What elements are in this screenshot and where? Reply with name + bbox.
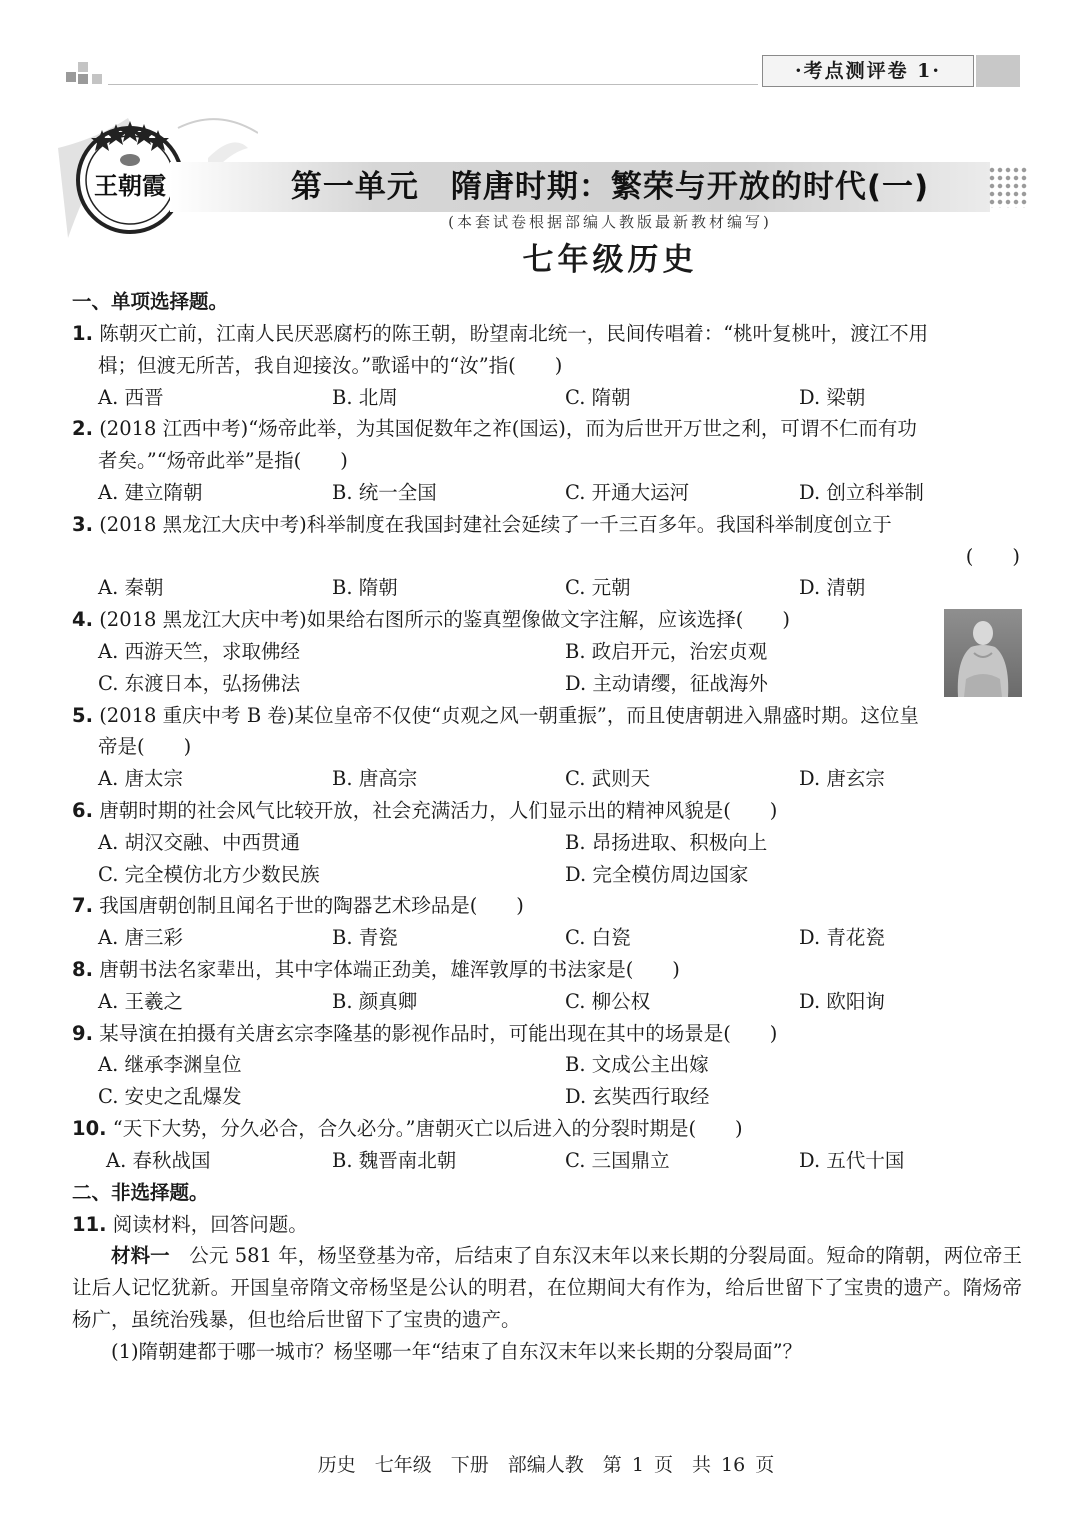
exam-badge bbox=[762, 55, 1020, 87]
option-c[interactable]: C. 三国鼎立 bbox=[565, 1148, 670, 1172]
options-row bbox=[72, 1049, 1022, 1081]
question-number: 9. bbox=[72, 1021, 93, 1045]
option-a[interactable]: A. 建立隋朝 bbox=[98, 480, 203, 504]
question-text: 唐朝书法名家辈出，其中字体端正劲美，雄浑敦厚的书法家是( ) bbox=[99, 957, 680, 981]
option-b[interactable]: B. 北周 bbox=[332, 385, 398, 409]
options-row bbox=[72, 668, 1022, 700]
question-text: 陈朝灭亡前，江南人民厌恶腐朽的陈王朝，盼望南北统一，民间传唱着：“桃叶复桃叶，渡江不用 bbox=[99, 322, 929, 345]
option-a[interactable]: A. 胡汉交融、中西贯通 bbox=[98, 830, 300, 854]
options-row bbox=[72, 477, 1022, 509]
question-1 bbox=[72, 318, 1022, 413]
option-c[interactable]: C. 开通大运河 bbox=[565, 480, 690, 504]
option-b[interactable]: B. 昂扬进取、积极向上 bbox=[565, 830, 768, 854]
question-2 bbox=[72, 413, 1022, 508]
option-b[interactable]: B. 文成公主出嫁 bbox=[565, 1053, 709, 1077]
options-row bbox=[72, 763, 1022, 795]
question-8 bbox=[72, 954, 1022, 1018]
question-number: 11. bbox=[72, 1212, 107, 1236]
logo-text: 王朝霞 bbox=[94, 171, 166, 200]
question-text: 帝是( ) bbox=[98, 735, 192, 759]
option-b[interactable]: B. 政启开元，治宏贞观 bbox=[565, 639, 768, 663]
section-nonchoice-heading: 二、非选择题。 bbox=[72, 1180, 209, 1204]
question-text: 某导演在拍摄有关唐玄宗李隆基的影视作品时，可能出现在其中的场景是( ) bbox=[99, 1021, 778, 1045]
edition-note: (本套试卷根据部编人教版最新教材编写) bbox=[448, 213, 772, 231]
exam-badge-label: ·考点测评卷 1· bbox=[762, 55, 974, 87]
question-number: 2. bbox=[72, 417, 93, 441]
question-number: 7. bbox=[72, 894, 93, 918]
option-a[interactable]: A. 西游天竺，求取佛经 bbox=[98, 639, 300, 663]
options-row bbox=[72, 382, 1022, 414]
option-a[interactable]: A. 唐三彩 bbox=[98, 926, 183, 950]
option-d[interactable]: D. 玄奘西行取经 bbox=[565, 1085, 710, 1109]
option-a[interactable]: A. 王羲之 bbox=[98, 989, 183, 1013]
option-d[interactable]: D. 主动请缨，征战海外 bbox=[565, 671, 768, 695]
option-d[interactable]: D. 五代十国 bbox=[799, 1148, 905, 1172]
option-c[interactable]: C. 元朝 bbox=[565, 576, 631, 600]
options-row bbox=[72, 827, 1022, 859]
question-text: (2018 江西中考)“炀帝此举，为其国促数年之祚(国运)，而为后世开万世之利，可谓不仁而有功 bbox=[99, 417, 917, 441]
question-text: 楫；但渡无所苦，我自迎接汝。”歌谣中的“汝”指( ) bbox=[98, 353, 563, 377]
option-b[interactable]: B. 颜真卿 bbox=[332, 989, 418, 1013]
question-7 bbox=[72, 890, 1022, 954]
question-number: 5. bbox=[72, 703, 93, 727]
question-text: “天下大势，分久必合，合久必分。”唐朝灭亡以后进入的分裂时期是( ) bbox=[112, 1116, 743, 1140]
material-paragraph bbox=[72, 1240, 1022, 1335]
jianzhen-statue-image bbox=[944, 609, 1022, 697]
question-number: 10. bbox=[72, 1116, 107, 1140]
header-rule bbox=[108, 84, 758, 85]
question-3 bbox=[72, 509, 1022, 604]
option-d[interactable]: D. 创立科举制 bbox=[799, 480, 924, 504]
question-number: 8. bbox=[72, 957, 93, 981]
option-a[interactable]: A. 西晋 bbox=[98, 385, 164, 409]
grade-title: 七年级历史 bbox=[522, 242, 698, 278]
section-choice-heading: 一、单项选择题。 bbox=[72, 290, 229, 313]
option-a[interactable]: A. 秦朝 bbox=[98, 576, 164, 600]
option-d[interactable]: D. 唐玄宗 bbox=[799, 767, 885, 791]
material-text: 公元 581 年，杨坚登基为帝，后结束了自东汉末年以来长期的分裂局面。短命的隋朝，两位帝王让后人记忆犹新。开国皇帝隋文帝杨坚是公认的明君，在位期间大有作为，给后世留下了宝贵的遗产。隋炀帝杨广，虽统治残暴，但也给后世留下了宝贵的遗产。 bbox=[72, 1244, 1022, 1331]
question-9 bbox=[72, 1018, 1022, 1113]
options-row bbox=[72, 1145, 1022, 1177]
corner-squares-decoration bbox=[66, 62, 106, 86]
options-row bbox=[72, 636, 1022, 668]
option-c[interactable]: C. 安史之乱爆发 bbox=[98, 1085, 242, 1109]
option-b[interactable]: B. 青瓷 bbox=[332, 926, 398, 950]
question-6 bbox=[72, 795, 1022, 890]
option-d[interactable]: D. 清朝 bbox=[799, 576, 866, 600]
question-number: 1. bbox=[72, 322, 93, 345]
material-label: 材料一 bbox=[111, 1244, 170, 1268]
options-row bbox=[72, 922, 1022, 954]
option-b[interactable]: B. 魏晋南北朝 bbox=[332, 1148, 457, 1172]
exam-badge-tail bbox=[976, 55, 1020, 87]
question-5 bbox=[72, 700, 1022, 795]
options-row bbox=[72, 986, 1022, 1018]
sub-question-1: (1)隋朝建都于哪一城市？杨坚哪一年“结束了自东汉末年以来长期的分裂局面”？ bbox=[111, 1339, 803, 1363]
question-text: 我国唐朝创制且闻名于世的陶器艺术珍品是( ) bbox=[99, 894, 524, 918]
question-number: 6. bbox=[72, 798, 93, 822]
answer-paren: ( ) bbox=[965, 544, 1020, 568]
option-b[interactable]: B. 唐高宗 bbox=[332, 767, 418, 791]
option-c[interactable]: C. 白瓷 bbox=[565, 926, 631, 950]
option-d[interactable]: D. 梁朝 bbox=[799, 385, 866, 409]
question-text: 阅读材料，回答问题。 bbox=[112, 1212, 308, 1236]
option-c[interactable]: C. 东渡日本，弘扬佛法 bbox=[98, 671, 301, 695]
option-b[interactable]: B. 隋朝 bbox=[332, 576, 398, 600]
option-b[interactable]: B. 统一全国 bbox=[332, 480, 437, 504]
question-text: (2018 黑龙江大庆中考)科举制度在我国封建社会延续了一千三百多年。我国科举制度创立于 bbox=[99, 512, 892, 536]
option-a[interactable]: A. 春秋战国 bbox=[106, 1148, 211, 1172]
options-row bbox=[72, 572, 1022, 604]
question-4 bbox=[72, 604, 1022, 699]
question-10 bbox=[72, 1113, 1022, 1177]
option-d[interactable]: D. 完全模仿周边国家 bbox=[565, 862, 749, 886]
options-row bbox=[72, 1081, 1022, 1113]
option-a[interactable]: A. 唐太宗 bbox=[98, 767, 183, 791]
option-c[interactable]: C. 武则天 bbox=[565, 767, 651, 791]
question-text: (2018 黑龙江大庆中考)如果给右图所示的鉴真塑像做文字注解，应该选择( ) bbox=[99, 608, 790, 632]
page-footer: 历史 七年级 下册 部编人教 第 1 页 共 16 页 bbox=[317, 1454, 775, 1476]
options-row bbox=[72, 859, 1022, 891]
option-d[interactable]: D. 欧阳询 bbox=[799, 989, 885, 1013]
option-d[interactable]: D. 青花瓷 bbox=[799, 926, 885, 950]
option-a[interactable]: A. 继承李渊皇位 bbox=[98, 1053, 242, 1077]
question-number: 3. bbox=[72, 512, 93, 536]
title-dots-decoration bbox=[988, 166, 1028, 208]
question-text: 唐朝时期的社会风气比较开放，社会充满活力，人们显示出的精神风貌是( ) bbox=[99, 798, 778, 822]
option-c[interactable]: C. 柳公权 bbox=[565, 989, 651, 1013]
unit-title: 第一单元 隋唐时期：繁荣与开放的时代(一) bbox=[290, 169, 930, 205]
option-c[interactable]: C. 完全模仿北方少数民族 bbox=[98, 862, 320, 886]
question-11 bbox=[72, 1209, 1022, 1368]
question-number: 4. bbox=[72, 608, 93, 632]
question-text: (2018 重庆中考 B 卷)某位皇帝不仅使“贞观之风一朝重振”，而且使唐朝进入鼎盛时期。这位皇 bbox=[99, 703, 919, 727]
exam-content bbox=[72, 286, 1022, 1368]
option-c[interactable]: C. 隋朝 bbox=[565, 385, 631, 409]
question-text: 者矣。”“炀帝此举”是指( ) bbox=[98, 449, 348, 473]
